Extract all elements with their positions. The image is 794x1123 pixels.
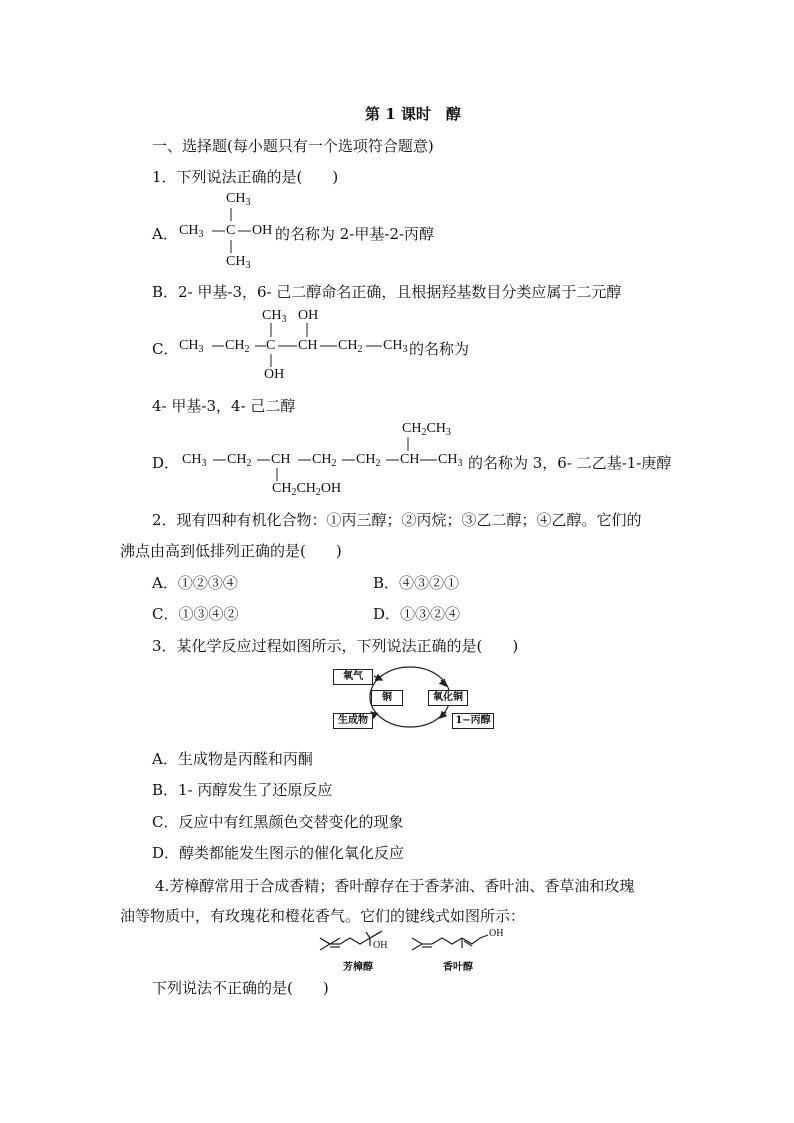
q3-option-a: A．生成物是丙醛和丙酮 <box>152 750 313 768</box>
q1-stem: 1．下列说法正确的是( ) <box>152 168 339 186</box>
geraniol-oh: OH <box>489 928 504 939</box>
q1c-top-methyl: $CH_3$ <box>262 308 287 325</box>
q3-option-d: D．醇类都能发生图示的催化氧化反应 <box>152 844 405 862</box>
q4-stem-line1: 4.芳樟醇常用于合成香精；香叶醇存在于香茅油、香叶油、香草油和玫瑰 <box>155 877 635 895</box>
q1c-carbon: C <box>266 338 276 353</box>
q1c-methylene-1: $CH_2$ <box>225 338 250 355</box>
q1d-methyl-1: $CH_3$ <box>182 452 207 469</box>
q1a-bottom-methyl: $CH_3$ <box>226 254 251 271</box>
q2-option-b: B．④③②① <box>373 574 460 592</box>
q1a-text: 的名称为 2-甲基-2-丙醇 <box>275 225 435 243</box>
q1d-methylene-3: $CH_2$ <box>356 452 381 469</box>
q2-option-a: A．①②③④ <box>152 574 238 592</box>
linalool-oh: OH <box>373 940 388 951</box>
q2-option-d: D．①③②④ <box>373 605 461 623</box>
q3-option-b: B．1- 丙醇发生了还原反应 <box>152 781 333 799</box>
q1c-top-hydroxyl: OH <box>298 308 319 323</box>
q4-stem-line2: 油等物质中，有玫瑰花和橙花香气。它们的键线式如图所示： <box>120 907 526 925</box>
diagram-copper-box: 铜 <box>371 690 403 706</box>
q1d-bottom-hydroxyethyl: $CH_2CH_2OH$ <box>272 481 342 498</box>
linalool-label: 芳樟醇 <box>343 962 373 973</box>
q1-option-b: B．2- 甲基-3，6- 己二醇命名正确，且根据羟基数目分类应属于二元醇 <box>152 283 622 301</box>
q1d-methylene-2: $CH_2$ <box>312 452 337 469</box>
geraniol-label: 香叶醇 <box>443 962 473 973</box>
q2-stem-line1: 2．现有四种有机化合物：①丙三醇；②丙烷；③乙二醇；④乙醇。它们的 <box>152 511 642 529</box>
q1d-top-ethyl: $CH_2CH_3$ <box>402 421 451 438</box>
q1d-methine-1: CH <box>271 452 291 467</box>
q1c-methine: CH <box>298 338 318 353</box>
q1c-text: 的名称为 <box>409 340 470 358</box>
q1d-methine-2: CH <box>400 452 420 467</box>
q1d-methyl-2: $CH_3$ <box>438 452 463 469</box>
q1c-methylene-2: $CH_2$ <box>338 338 363 355</box>
q1c-prefix: C． <box>152 340 179 358</box>
q1c-bottom-hydroxyl: OH <box>264 367 285 382</box>
q1a-top-methyl: $CH_3$ <box>226 191 251 208</box>
diagram-copper-oxide-box: 氧化铜 <box>428 690 468 706</box>
diagram-product-box: 生成物 <box>333 713 373 729</box>
q1d-text: 的名称为 3，6- 二乙基-1-庚醇 <box>468 454 672 472</box>
q3-option-c: C．反应中有红黑颜色交替变化的现象 <box>152 813 404 831</box>
q4-ask: 下列说法不正确的是( ) <box>152 979 329 997</box>
q1a-left-methyl: $CH_3$ <box>179 223 204 240</box>
diagram-propanol-box: 1−丙醇 <box>452 713 494 729</box>
q2-stem-line2: 沸点由高到低排列正确的是( ) <box>120 542 342 560</box>
page-title: 第 1 课时 醇 <box>365 105 461 123</box>
q1a-hydroxyl: OH <box>252 223 273 238</box>
q3-stem: 3．某化学反应过程如图所示，下列说法正确的是( ) <box>152 637 519 655</box>
diagram-oxygen-box: 氧气 <box>333 669 373 685</box>
q1a-prefix: A． <box>152 225 178 243</box>
section-heading: 一、选择题(每小题只有一个选项符合题意) <box>152 137 434 155</box>
q1-option-c-continued: 4- 甲基-3，4- 己二醇 <box>152 397 296 415</box>
q1c-methyl-1: $CH_3$ <box>179 338 204 355</box>
q1d-methylene-1: $CH_2$ <box>227 452 252 469</box>
q1d-prefix: D． <box>152 454 180 472</box>
q2-option-c: C．①③④② <box>152 605 239 623</box>
q1a-central-carbon: C <box>226 223 236 238</box>
q1c-methyl-2: $CH_3$ <box>383 338 408 355</box>
